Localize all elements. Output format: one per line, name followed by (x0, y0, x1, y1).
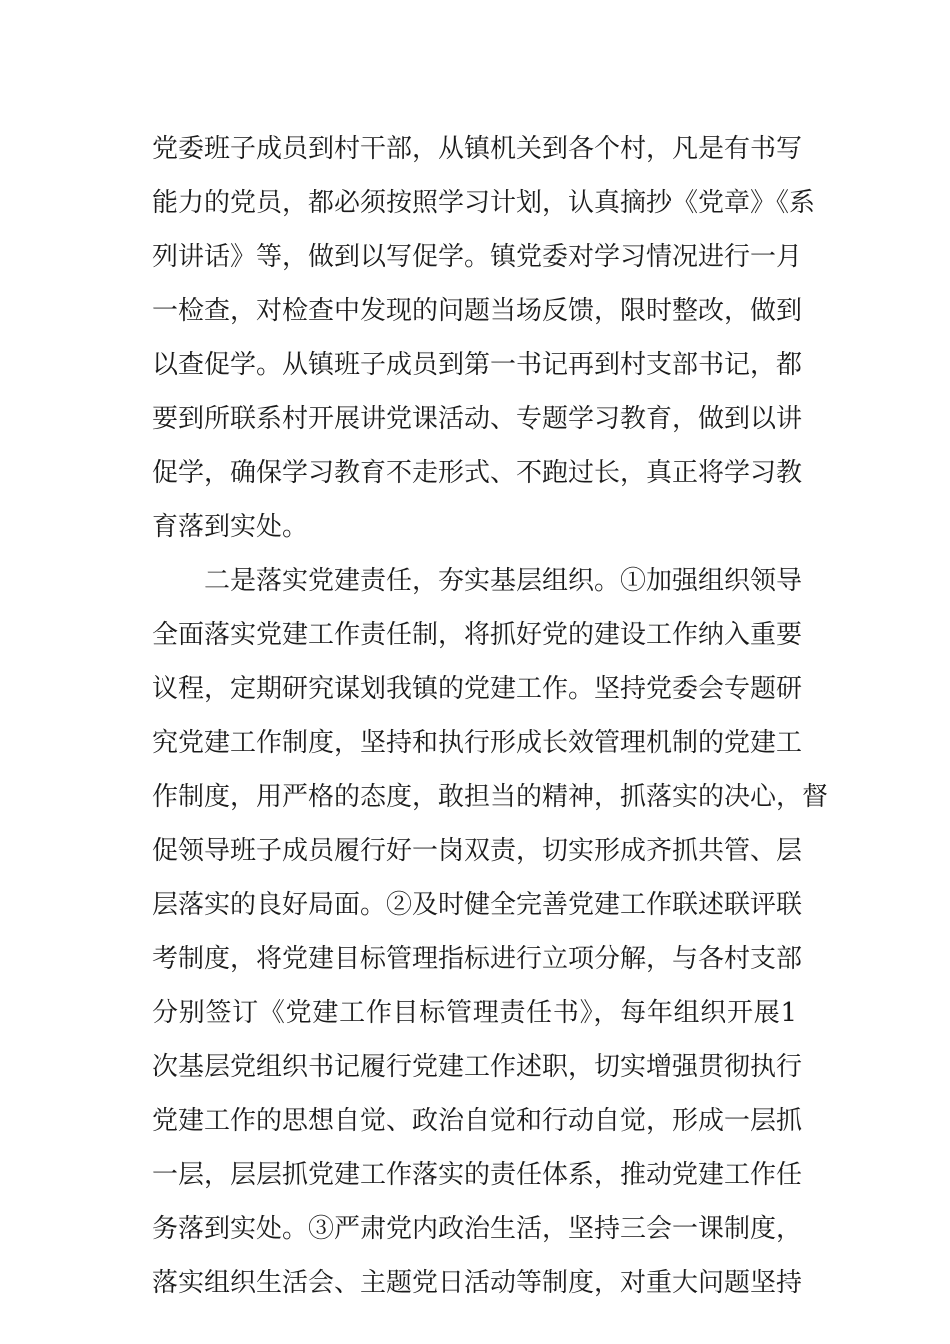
paragraph-start-line: 二是落实党建责任，夯实基层组织。①加强组织领导 (204, 566, 803, 596)
text-line: 考制度，将党建目标管理指标进行立项分解，与各村支部 (152, 944, 803, 974)
text-line: 一检查，对检查中发现的问题当场反馈，限时整改，做到 (152, 296, 803, 326)
text-line: 要到所联系村开展讲党课活动、专题学习教育，做到以讲 (152, 404, 803, 434)
text-line: 究党建工作制度，坚持和执行形成长效管理机制的党建工 (152, 728, 803, 758)
text-line: 全面落实党建工作责任制，将抓好党的建设工作纳入重要 (152, 620, 803, 650)
text-line: 次基层党组织书记履行党建工作述职，切实增强贯彻执行 (152, 1052, 803, 1082)
text-line: 促领导班子成员履行好一岗双责，切实形成齐抓共管、层 (152, 836, 803, 866)
text-line: 一层，层层抓党建工作落实的责任体系，推动党建工作任 (152, 1160, 803, 1190)
text-line: 以查促学。从镇班子成员到第一书记再到村支部书记，都 (152, 350, 803, 380)
text-line: 议程，定期研究谋划我镇的党建工作。坚持党委会专题研 (152, 674, 803, 704)
text-line: 层落实的良好局面。②及时健全完善党建工作联述联评联 (152, 890, 803, 920)
text-line: 促学，确保学习教育不走形式、不跑过长，真正将学习教 (152, 458, 803, 488)
text-line: 育落到实处。 (152, 512, 309, 542)
text-line: 务落到实处。③严肃党内政治生活，坚持三会一课制度， (152, 1214, 803, 1244)
text-line: 党委班子成员到村干部，从镇机关到各个村，凡是有书写 (152, 134, 803, 164)
text-line: 列讲话》等，做到以写促学。镇党委对学习情况进行一月 (152, 242, 803, 272)
text-line: 分别签订《党建工作目标管理责任书》，每年组织开展1 (152, 998, 797, 1028)
text-line: 能力的党员，都必须按照学习计划，认真摘抄《党章》《系 (152, 188, 816, 218)
text-line: 落实组织生活会、主题党日活动等制度，对重大问题坚持 (152, 1268, 803, 1298)
document-body (152, 122, 829, 1310)
text-line: 党建工作的思想自觉、政治自觉和行动自觉，形成一层抓 (152, 1106, 803, 1136)
text-line: 作制度，用严格的态度，敢担当的精神，抓落实的决心，督 (152, 782, 829, 812)
